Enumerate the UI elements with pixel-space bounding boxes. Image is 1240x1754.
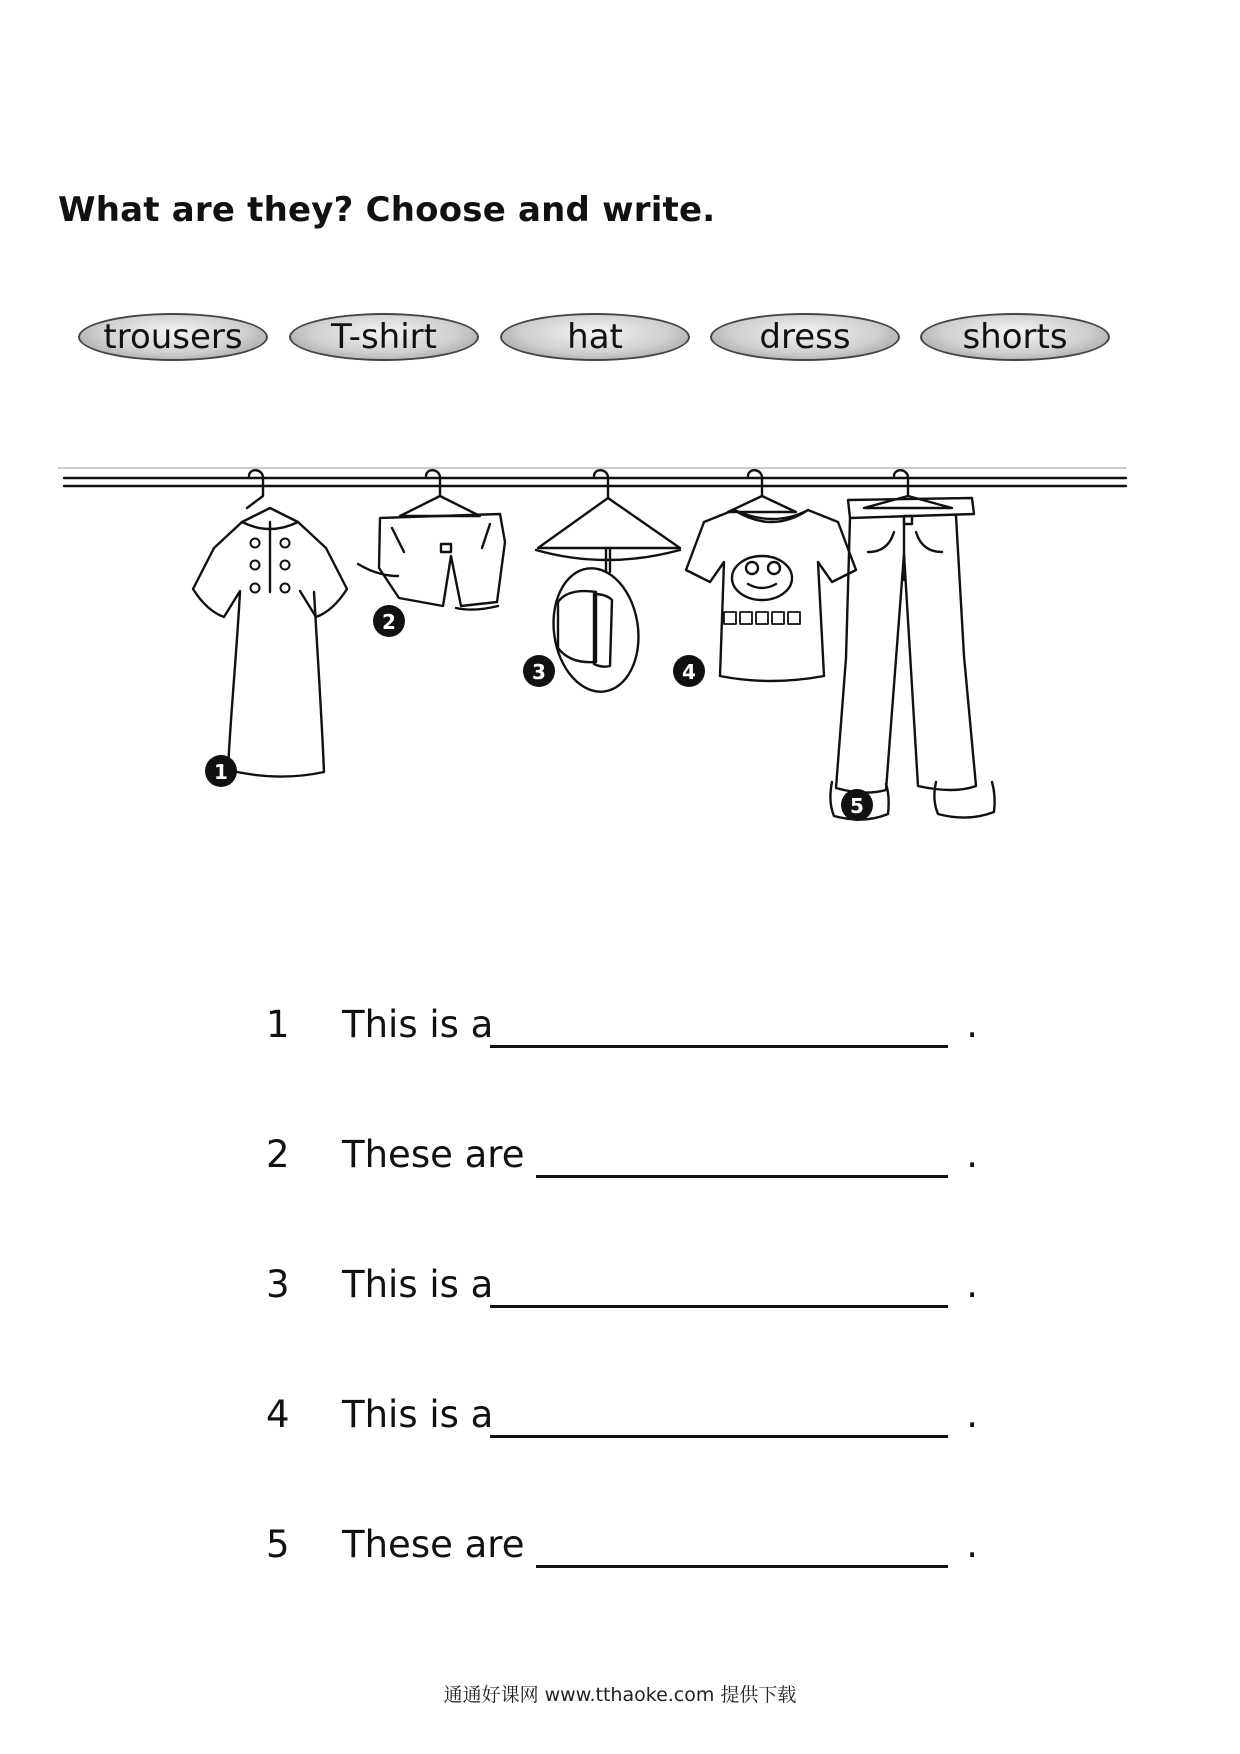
word-option-t-shirt[interactable]: T-shirt	[289, 313, 479, 361]
answer-blank[interactable]	[490, 1305, 948, 1308]
answer-blank[interactable]	[536, 1175, 948, 1178]
word-option-hat[interactable]: hat	[500, 313, 690, 361]
hat-drawing-icon	[536, 470, 680, 697]
question-stem: This is a	[342, 1003, 494, 1046]
word-option-dress[interactable]: dress	[710, 313, 900, 361]
question-stem: This is a	[342, 1393, 494, 1436]
picture-label-4: 4	[682, 660, 696, 684]
instruction-heading: What are they? Choose and write.	[58, 190, 716, 230]
question-number: 1	[266, 1003, 290, 1046]
answer-blank[interactable]	[490, 1045, 948, 1048]
trousers-drawing-icon	[830, 470, 994, 819]
picture-label-3: 3	[532, 660, 546, 684]
t-shirt-drawing-icon	[686, 470, 856, 681]
sentence-end: .	[966, 1003, 978, 1046]
picture-label-1: 1	[214, 760, 228, 784]
question-row	[260, 1125, 1020, 1185]
question-row	[260, 1385, 1020, 1445]
rail-icon	[58, 468, 1126, 486]
picture-label-2: 2	[382, 610, 396, 634]
sentence-end: .	[966, 1393, 978, 1436]
question-stem: These are	[342, 1523, 525, 1566]
footer-watermark: 通通好课网 www.tthaoke.com 提供下载	[443, 1684, 797, 1706]
question-row	[260, 1515, 1020, 1575]
question-number: 2	[266, 1133, 290, 1176]
question-row	[260, 1255, 1020, 1315]
sentence-end: .	[966, 1523, 978, 1566]
question-number: 4	[266, 1393, 290, 1436]
question-row	[260, 995, 1020, 1055]
shorts-drawing-icon	[358, 470, 505, 609]
word-bank	[78, 313, 1118, 365]
question-stem: This is a	[342, 1263, 494, 1306]
clothes-rail-illustration	[58, 452, 1128, 932]
sentence-end: .	[966, 1133, 978, 1176]
sentence-end: .	[966, 1263, 978, 1306]
dress-drawing-icon	[193, 470, 347, 776]
answer-blank[interactable]	[490, 1435, 948, 1438]
word-option-shorts[interactable]: shorts	[920, 313, 1110, 361]
question-stem: These are	[342, 1133, 525, 1176]
question-number: 5	[266, 1523, 290, 1566]
picture-label-5: 5	[850, 794, 864, 818]
question-number: 3	[266, 1263, 290, 1306]
word-option-trousers[interactable]: trousers	[78, 313, 268, 361]
answer-blank[interactable]	[536, 1565, 948, 1568]
